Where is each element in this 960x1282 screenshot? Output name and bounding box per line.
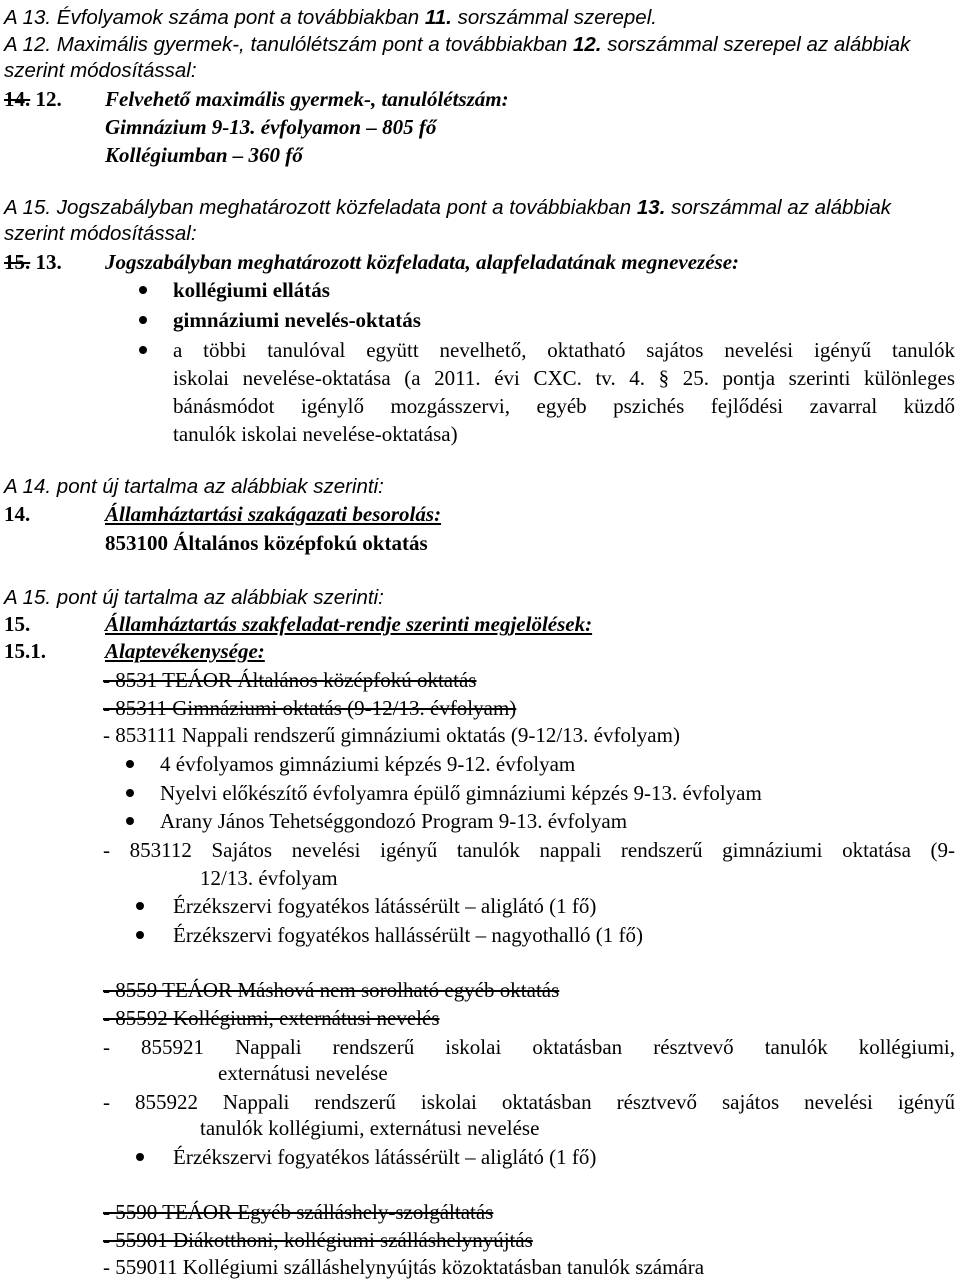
new-number: 12. xyxy=(35,87,62,111)
note-continuation: szerint módosítással: xyxy=(4,222,197,245)
activity-entry-line: - 855922 Nappali rendszerű iskolai oktatásban résztvevő sajátos nevelési igényű xyxy=(103,1090,955,1114)
section-number: 15. xyxy=(4,612,31,636)
bullet-item: Arany János Tehetséggondozó Program 9-13. évfolyam xyxy=(160,809,628,833)
old-number: 15. xyxy=(4,250,31,274)
note-section-13 xyxy=(4,4,657,32)
deleted-entry: - 85311 Gimnáziumi oktatás (9-12/13. évfolyam) xyxy=(103,696,517,720)
bullet-icon xyxy=(136,902,144,910)
bullet-icon xyxy=(126,817,134,825)
public-task-heading xyxy=(4,248,740,276)
bullet-item-line: tanulók iskolai nevelése-oktatása) xyxy=(173,422,458,446)
note-point-14: A 14. pont új tartalma az alábbiak szerinti: xyxy=(4,475,384,498)
bullet-icon xyxy=(136,931,144,939)
serial-number: 13. xyxy=(636,196,666,219)
sector-classification-heading xyxy=(4,500,442,528)
deleted-entry: - 8531 TEÁOR Általános középfokú oktatás xyxy=(103,668,477,692)
note-continuation: szerint módosítással: xyxy=(4,59,197,82)
bullet-item: Érzékszervi fogyatékos látássérült – aliglátó (1 fő) xyxy=(173,1145,597,1169)
new-number: 13. xyxy=(35,250,62,274)
note-text: A 12. Maximális gyermek-, tanulólétszám pont a továbbiakban xyxy=(4,33,568,56)
note-text: A 15. Jogszabályban meghatározott közfeladata pont a továbbiakban xyxy=(4,196,632,219)
bullet-item-line: a többi tanulóval együtt nevelhető, oktatható sajátos nevelési igényű tanulók xyxy=(173,338,955,362)
task-designations-heading xyxy=(4,610,593,638)
note-text: sorszámmal az alábbiak xyxy=(671,196,892,219)
core-activity-heading xyxy=(4,637,265,665)
section-number: 14. xyxy=(4,502,31,526)
note-text: sorszámmal szerepel az alábbiak xyxy=(607,33,911,56)
section-number: 15.1. xyxy=(4,639,46,663)
heading-text: Felvehető maximális gyermek-, tanulólétszám: xyxy=(105,87,509,111)
bullet-icon xyxy=(139,316,147,324)
activity-entry-line: tanulók kollégiumi, externátusi nevelése xyxy=(200,1116,540,1140)
capacity-item: Kollégiumban – 360 fő xyxy=(105,143,303,167)
note-section-15 xyxy=(4,194,891,222)
serial-number: 12. xyxy=(572,33,602,56)
bullet-icon xyxy=(139,346,147,354)
bullet-item: Érzékszervi fogyatékos látássérült – aliglátó (1 fő) xyxy=(173,894,597,918)
note-section-12 xyxy=(4,31,910,59)
capacity-heading xyxy=(4,85,509,113)
bullet-icon xyxy=(139,286,147,294)
bullet-item: Nyelvi előkészítő évfolyamra épülő gimnáziumi képzés 9-13. évfolyam xyxy=(160,781,762,805)
heading-text: Államháztartás szakfeladat-rendje szerinti megjelölések: xyxy=(105,612,593,636)
bullet-icon xyxy=(136,1153,144,1161)
bullet-item-line: iskolai nevelése-oktatása (a 2011. évi CXC. tv. 4. § 25. pontja szerinti különleges xyxy=(173,366,955,390)
deleted-entry: - 85592 Kollégiumi, externátusi nevelés xyxy=(103,1006,440,1030)
bullet-item: Érzékszervi fogyatékos hallássérült – nagyothalló (1 fő) xyxy=(173,923,644,947)
deleted-entry: - 5590 TEÁOR Egyéb szálláshely-szolgáltatás xyxy=(103,1200,494,1224)
capacity-item: Gimnázium 9-13. évfolyamon – 805 fő xyxy=(105,115,437,139)
activity-entry-line: 12/13. évfolyam xyxy=(200,866,338,890)
note-point-15: A 15. pont új tartalma az alábbiak szerinti: xyxy=(4,586,384,609)
bullet-item: kollégiumi ellátás xyxy=(173,278,330,302)
note-text: A 13. Évfolyamok száma pont a továbbiakban xyxy=(4,6,420,29)
bullet-item: gimnáziumi nevelés-oktatás xyxy=(173,308,421,332)
bullet-icon xyxy=(126,760,134,768)
heading-text: Jogszabályban meghatározott közfeladata, alapfeladatának megnevezése: xyxy=(105,250,740,274)
old-number: 14. xyxy=(4,87,31,111)
activity-entry-line: - 855921 Nappali rendszerű iskolai oktatásban résztvevő tanulók kollégiumi, xyxy=(103,1035,955,1059)
heading-text: Alaptevékenysége: xyxy=(105,639,265,663)
bullet-item: 4 évfolyamos gimnáziumi képzés 9-12. évfolyam xyxy=(160,752,576,776)
deleted-entry: - 55901 Diákotthoni, kollégiumi szálláshelynyújtás xyxy=(103,1228,533,1252)
bullet-icon xyxy=(126,789,134,797)
sector-classification-value: 853100 Általános középfokú oktatás xyxy=(105,531,428,555)
deleted-entry: - 8559 TEÁOR Máshová nem sorolható egyéb oktatás xyxy=(103,978,560,1002)
activity-entry: - 559011 Kollégiumi szálláshelynyújtás közoktatásban tanulók számára xyxy=(103,1255,705,1279)
activity-entry-line: externátusi nevelése xyxy=(218,1061,388,1085)
note-text: sorszámmal szerepel. xyxy=(457,6,657,29)
activity-entry: - 853111 Nappali rendszerű gimnáziumi oktatás (9-12/13. évfolyam) xyxy=(103,723,680,747)
bullet-item-line: bánásmódot igénylő mozgásszervi, egyéb pszichés fejlődési zavarral küzdő xyxy=(173,394,955,418)
activity-entry-line: - 853112 Sajátos nevelési igényű tanulók nappali rendszerű gimnáziumi oktatása (9- xyxy=(103,838,955,862)
heading-text: Államháztartási szakágazati besorolás: xyxy=(105,502,442,526)
serial-number: 11. xyxy=(424,6,452,29)
